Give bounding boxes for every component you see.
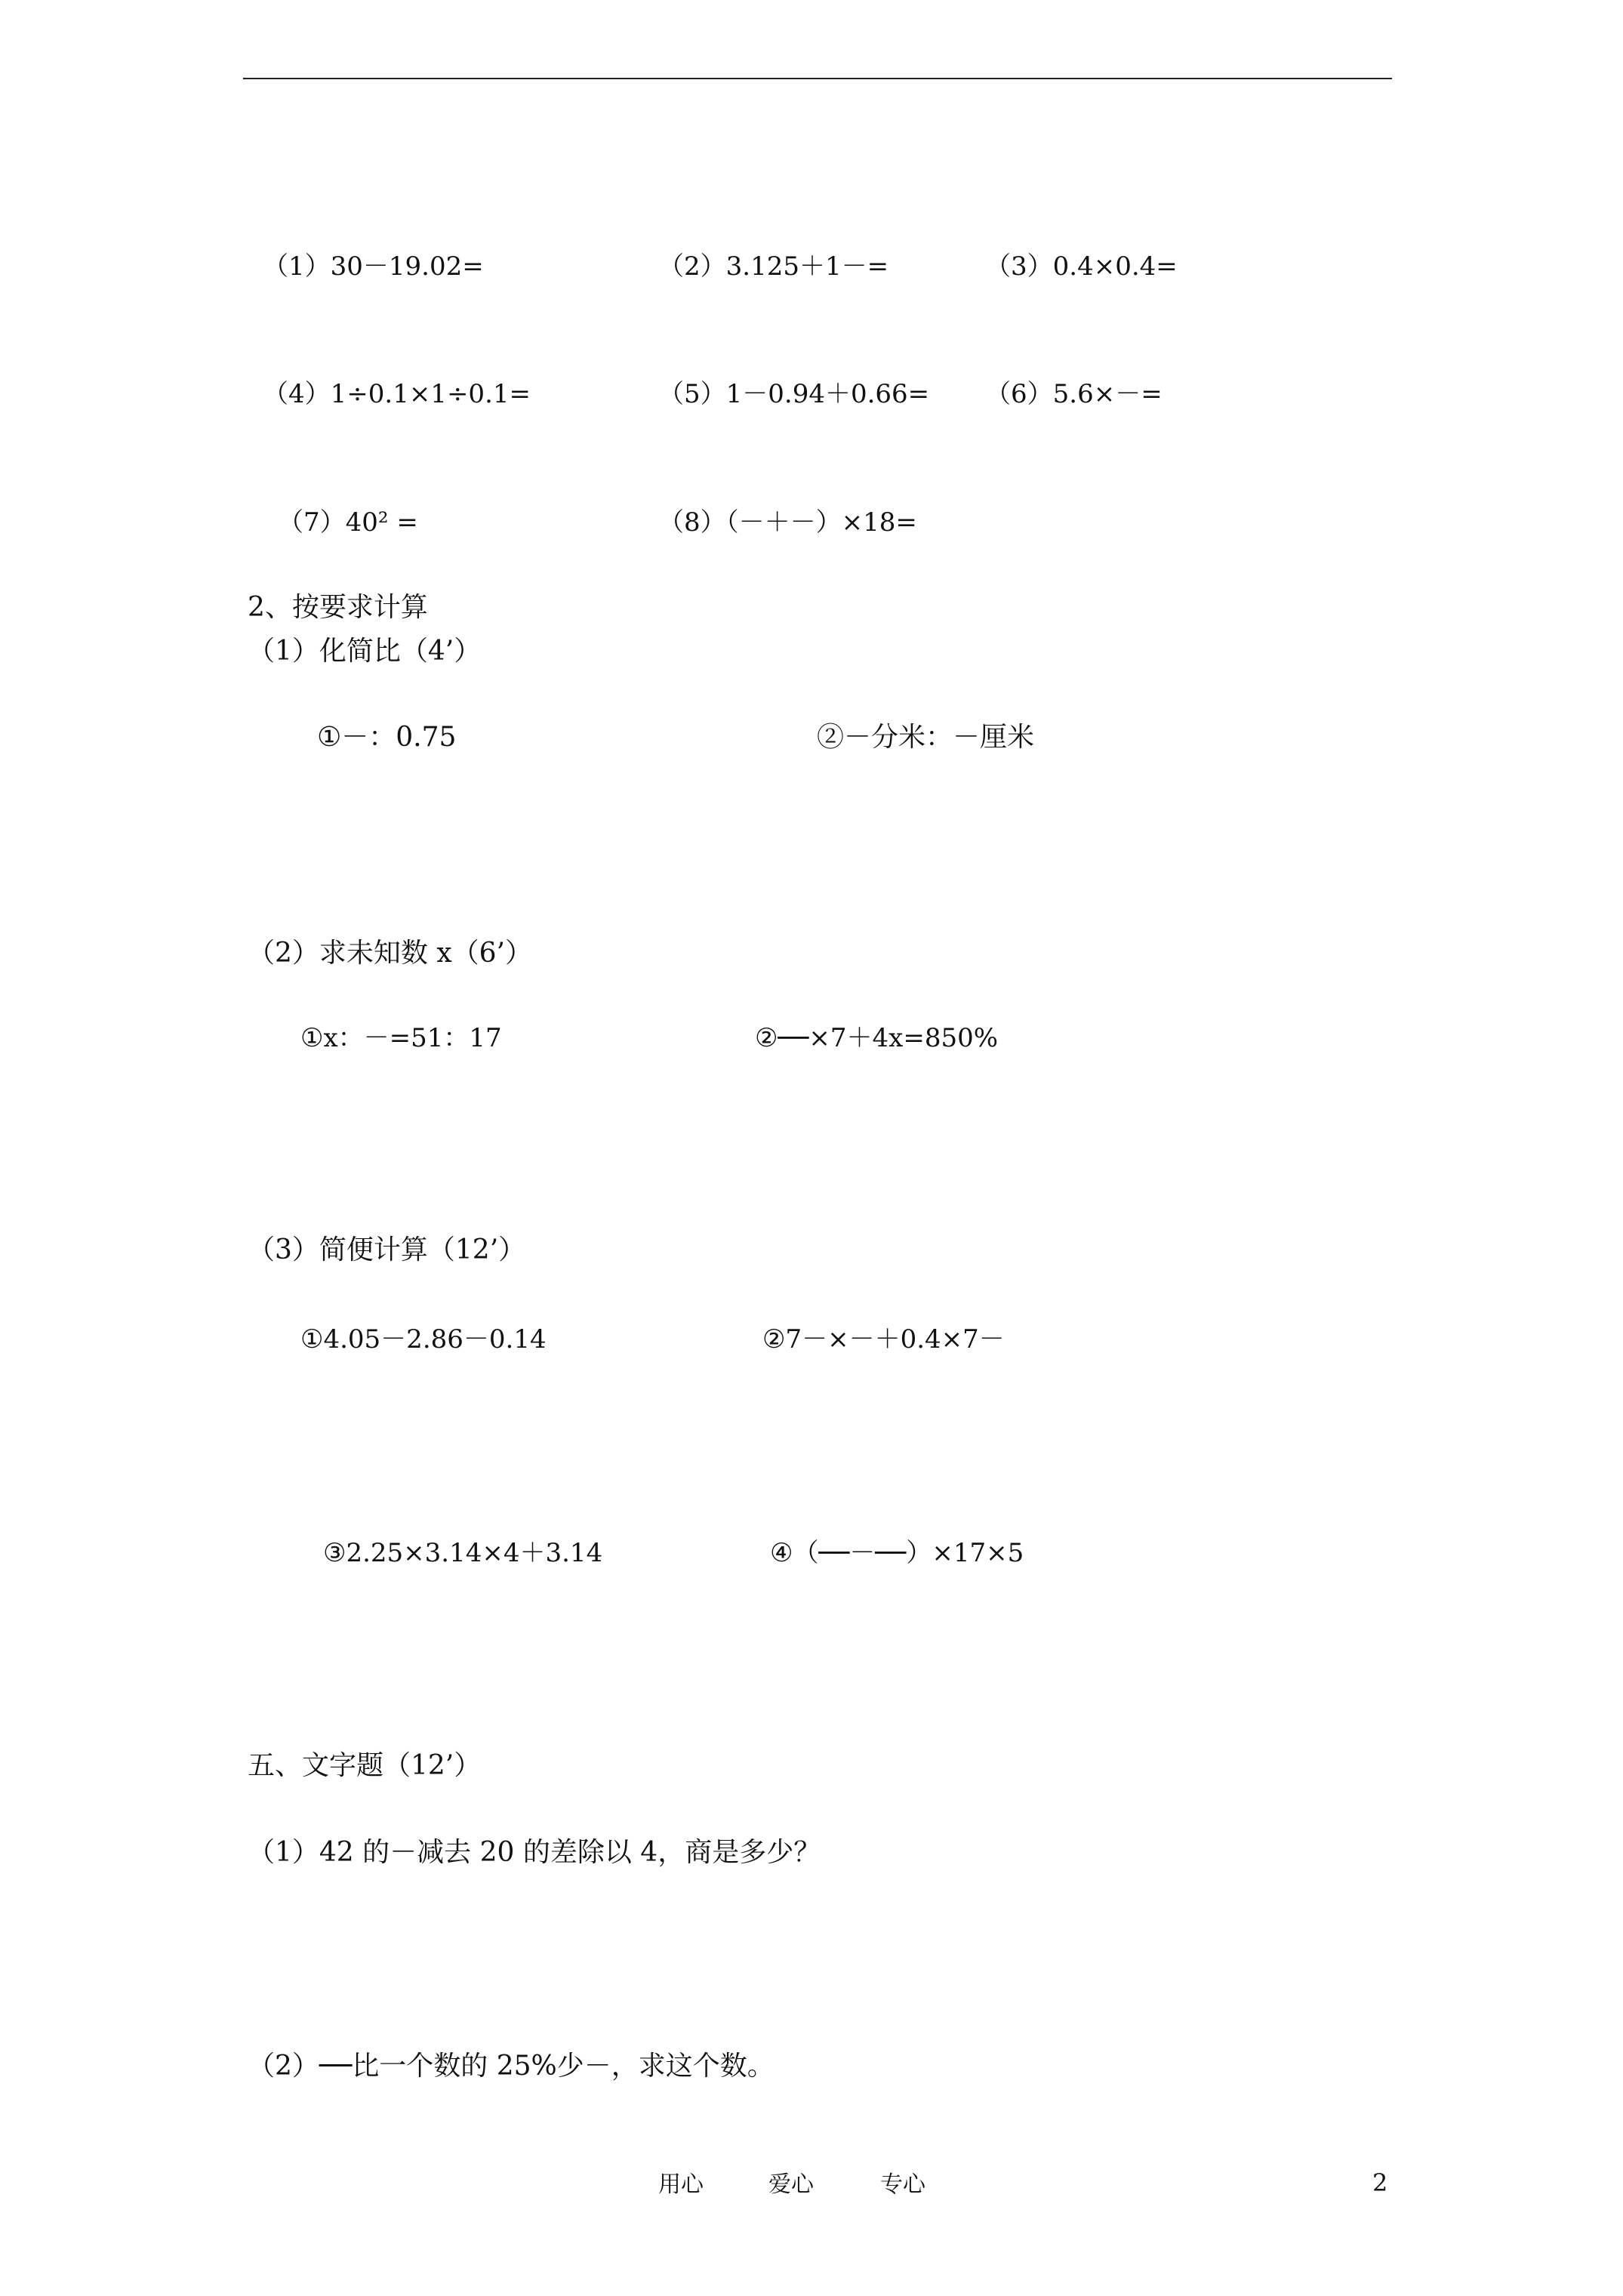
part3-title: （3）简便计算（12’）	[248, 1234, 526, 1265]
header-rule	[243, 78, 1392, 79]
section5-title: 五、文字题（12’）	[248, 1750, 482, 1781]
footer-word-1: 用心	[658, 2171, 704, 2198]
word-problem-2: （2）──比一个数的 25%少－，求这个数。	[248, 2051, 775, 2082]
part2-title: （2）求未知数 x（6’）	[248, 938, 532, 969]
calc-item-4: （4）1÷0.1×1÷0.1=	[263, 379, 531, 409]
word-problem-1: （1）42 的－减去 20 的差除以 4，商是多少？	[248, 1837, 821, 1868]
section2-title: 2、按要求计算	[248, 592, 428, 623]
calc-item-5: （5）1－0.94＋0.66=	[658, 379, 930, 409]
part1-title: （1）化简比（4’）	[248, 636, 482, 667]
calc-item-7: （7）40² =	[278, 507, 418, 538]
ratio-q1: ①－：0.75	[317, 722, 457, 753]
simplify-q1: ①4.05－2.86－0.14	[300, 1324, 547, 1354]
simplify-q2: ②7－×－＋0.4×7－	[762, 1324, 1005, 1354]
calc-item-3: （3）0.4×0.4=	[985, 251, 1178, 282]
footer-word-3: 专心	[880, 2171, 925, 2198]
equation-q2: ②──×7＋4x=850%	[755, 1023, 999, 1053]
calc-item-8: （8）（－＋－）×18=	[658, 507, 917, 538]
simplify-q4: ④（──－──）×17×5	[770, 1538, 1024, 1568]
calc-item-2: （2）3.125＋1－=	[658, 251, 889, 282]
ratio-q2: ②－分米：－厘米	[817, 722, 1035, 753]
calc-item-1: （1）30－19.02=	[263, 251, 484, 282]
equation-q1: ①x：－=51：17	[300, 1023, 502, 1053]
calc-item-6: （6）5.6×－=	[985, 379, 1163, 409]
footer-word-2: 爱心	[768, 2171, 814, 2198]
simplify-q3: ③2.25×3.14×4＋3.14	[323, 1538, 603, 1568]
page-number: 2	[1372, 2168, 1388, 2197]
